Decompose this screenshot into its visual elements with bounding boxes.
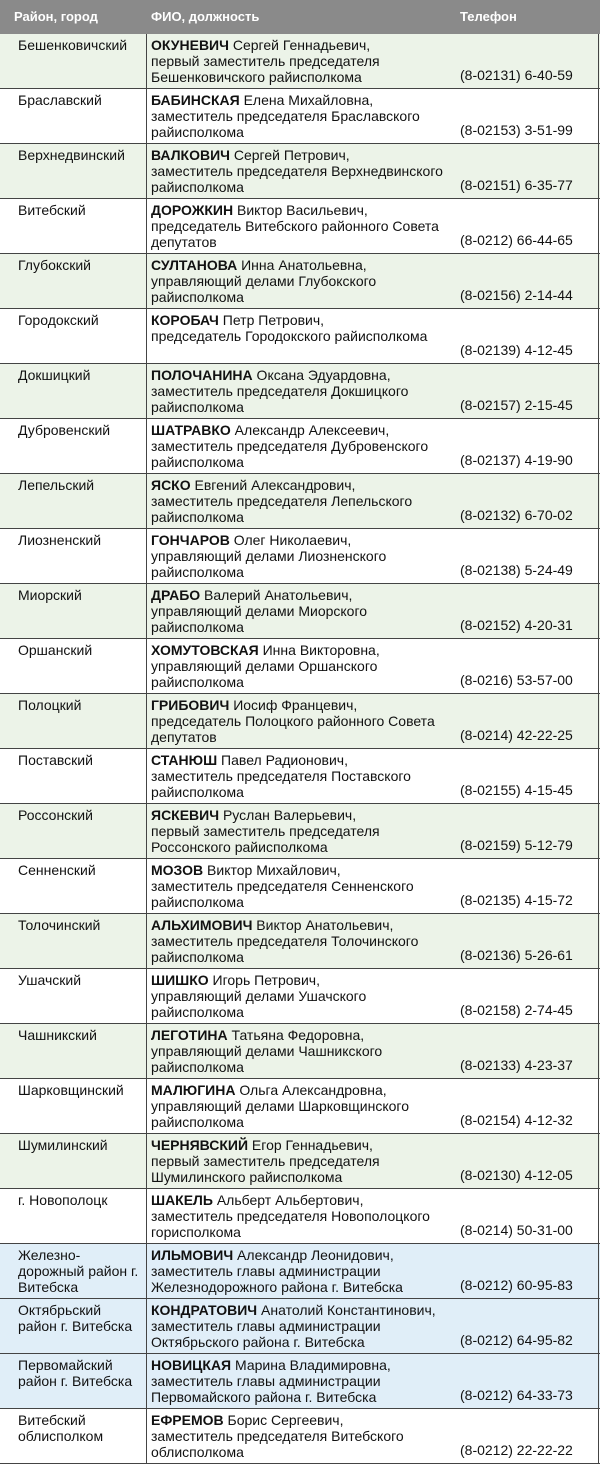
person-position: первый заместитель председателя Шумилинского райисполкома [151,1153,380,1185]
table-row [0,1079,600,1134]
phone-cell: (8-02151) 6-35-77 [460,177,573,193]
person-given-name: Марина Владимировна, [231,1357,391,1373]
person-given-name: Игорь Петрович, [208,972,320,988]
phone-cell: (8-02159) 5-12-79 [460,837,573,853]
person-position: заместитель председателя Дубровенского райисполкома [151,438,429,470]
table-row [0,254,600,309]
district-cell: Браславский [18,92,102,108]
district-cell: Полоцкий [18,697,82,713]
table-row [0,1244,600,1299]
person-position: управляющий делами Чашникского райисполкома [151,1043,383,1075]
table-row [0,144,600,199]
person-cell [151,807,456,855]
phone-cell: (8-0212) 66-44-65 [460,232,573,248]
district-cell: Городокский [18,312,99,328]
phone-cell: (8-0212) 64-95-82 [460,1332,573,1348]
district-cell: Докшицкий [18,367,91,383]
person-given-name: Валерий Анатольевич, [200,587,353,603]
person-position: заместитель главы администрации Октябрьского района г. Витебска [151,1318,381,1350]
table-row [0,89,600,144]
person-position: управляющий делами Миорского райисполкома [151,603,368,635]
phone-cell: (8-02139) 4-12-45 [460,342,573,358]
person-given-name: Петр Петрович, [218,312,325,328]
person-cell [151,917,456,965]
person-surname: ГОНЧАРОВ [151,532,230,548]
person-position: управляющий делами Ушачского райисполкома [151,988,367,1020]
district-cell: Россонский [18,807,93,823]
person-given-name: Виктор Михайлович, [203,862,341,878]
header-person: ФИО, должность [151,9,260,24]
person-surname: СТАНЮШ [151,752,218,768]
column-divider [146,34,147,1464]
person-cell [151,422,456,470]
table-row [0,639,600,694]
person-cell [151,972,456,1020]
person-surname: ЛЕГОТИНА [151,1027,228,1043]
person-position: управляющий делами Лиозненского райисполкома [151,548,387,580]
person-position: управляющий делами Шарковщинского райисполкома [151,1098,409,1130]
person-position: заместитель председателя Верхнедвинского райисполкома [151,163,443,195]
person-surname: НОВИЦКАЯ [151,1357,232,1373]
district-cell: г. Новополоцк [18,1192,108,1208]
person-surname: ШАКЕЛЬ [151,1192,213,1208]
person-surname: ДОРОЖКИН [151,202,234,218]
phone-cell: (8-02152) 4-20-31 [460,617,573,633]
phone-cell: (8-02131) 6-40-59 [460,67,573,83]
person-surname: ШАТРАВКО [151,422,231,438]
phone-cell: (8-02137) 4-19-90 [460,452,573,468]
person-given-name: Иосиф Францевич, [229,697,358,713]
phone-cell: (8-02130) 4-12-05 [460,1167,573,1183]
person-surname: ИЛЬМОВИЧ [151,1247,234,1263]
phone-cell: (8-0214) 50-31-00 [460,1222,573,1238]
phone-cell: (8-02138) 5-24-49 [460,562,573,578]
person-surname: ОКУНЕВИЧ [151,37,229,53]
person-cell [151,862,456,910]
table-row [0,309,600,364]
person-given-name: Альберт Альбертович, [212,1192,364,1208]
person-given-name: Виктор Васильевич, [233,202,368,218]
person-cell [151,1357,456,1405]
table-row [0,969,600,1024]
person-surname: ПОЛОЧАНИНА [151,367,253,383]
person-position: председатель Городокского райисполкома [151,328,428,344]
district-cell: Первомайский район г. Витебска [18,1357,133,1389]
phone-cell: (8-02154) 4-12-32 [460,1112,573,1128]
person-cell [151,1302,456,1350]
district-cell: Железно-дорожный район г. Витебска [18,1247,139,1295]
person-position: заместитель главы администрации Железнодорожного района г. Витебска [151,1263,403,1295]
person-cell [151,752,456,800]
person-position: первый заместитель председателя Россонского райисполкома [151,823,380,855]
person-cell [151,202,456,250]
person-position: заместитель председателя Докшицкого райисполкома [151,383,409,415]
phone-cell: (8-02157) 2-15-45 [460,397,573,413]
district-cell: Витебский [18,202,86,218]
person-surname: ВАЛКОВИЧ [151,147,230,163]
person-cell [151,1412,456,1460]
district-cell: Чашникский [18,1027,97,1043]
person-surname: КОРОБАЧ [151,312,219,328]
person-surname: ХОМУТОВСКАЯ [151,642,259,658]
district-cell: Бешенковичский [18,37,128,53]
phone-cell: (8-0216) 53-57-00 [460,672,573,688]
person-surname: МАЛЮГИНА [151,1082,236,1098]
person-cell [151,1137,456,1185]
person-cell [151,1247,456,1295]
person-surname: ДРАБО [151,587,201,603]
person-surname: ГРИБОВИЧ [151,697,230,713]
phone-cell: (8-02156) 2-14-44 [460,287,573,303]
person-given-name: Сергей Геннадьевич, [228,37,371,53]
table-row [0,34,600,89]
person-cell [151,367,456,415]
header-phone: Телефон [460,9,517,24]
table-row [0,804,600,859]
person-given-name: Ольга Александровна, [235,1082,387,1098]
district-cell: Дубровенский [18,422,111,438]
phone-cell: (8-0214) 42-22-25 [460,727,573,743]
table-header [0,0,600,34]
table-row [0,1299,600,1354]
phone-cell: (8-02158) 2-74-45 [460,1002,573,1018]
person-given-name: Егор Геннадьевич, [248,1137,373,1153]
person-given-name: Сергей Петрович, [229,147,350,163]
phone-cell: (8-02132) 6-70-02 [460,507,573,523]
phone-cell: (8-0212) 22-22-22 [460,1442,573,1458]
district-cell: Лиозненский [18,532,102,548]
person-surname: ШИШКО [151,972,209,988]
person-given-name: Оксана Эдуардовна, [252,367,391,383]
district-cell: Лепельский [18,477,95,493]
person-cell [151,1192,456,1240]
table-row [0,474,600,529]
person-given-name: Татьяна Федоровна, [227,1027,365,1043]
phone-cell: (8-02153) 3-51-99 [460,122,573,138]
person-cell [151,477,456,525]
district-cell: Миорский [18,587,82,603]
table-row [0,694,600,749]
person-surname: ЧЕРНЯВСКИЙ [151,1137,249,1153]
table-row [0,584,600,639]
person-position: заместитель председателя Витебского облисполкома [151,1428,404,1460]
person-position: заместитель председателя Поставского райисполкома [151,768,411,800]
table-row [0,1189,600,1244]
table-row [0,529,600,584]
person-cell [151,697,456,745]
person-cell [151,147,456,195]
table-row [0,749,600,804]
table-row [0,1024,600,1079]
person-given-name: Руслан Валерьевич, [219,807,357,823]
phone-cell: (8-02155) 4-15-45 [460,782,573,798]
person-position: заместитель председателя Толочинского райисполкома [151,933,419,965]
district-cell: Толочинский [18,917,101,933]
person-cell [151,1027,456,1075]
person-given-name: Александр Алексеевич, [230,422,390,438]
person-given-name: Олег Николаевич, [229,532,352,548]
person-surname: БАБИНСКАЯ [151,92,240,108]
person-cell [151,37,456,85]
district-cell: Витебский облисполком [18,1412,104,1444]
person-cell [151,92,456,140]
district-cell: Глубокский [18,257,91,273]
person-cell [151,587,456,635]
person-given-name: Евгений Александрович, [190,477,356,493]
person-given-name: Александр Леонидович, [233,1247,394,1263]
person-position: заместитель председателя Лепельского райисполкома [151,493,413,525]
table-row [0,419,600,474]
person-cell [151,1082,456,1130]
district-cell: Поставский [18,752,93,768]
person-position: председатель Витебского районного Совета депутатов [151,218,439,250]
person-cell [151,312,456,344]
person-cell [151,532,456,580]
district-cell: Октябрьский район г. Витебска [18,1302,133,1334]
person-position: председатель Полоцкого районного Совета депутатов [151,713,435,745]
person-given-name: Борис Сергеевич, [223,1412,344,1428]
person-given-name: Инна Анатольевна, [237,257,367,273]
phone-cell: (8-02135) 4-15-72 [460,892,573,908]
district-cell: Ушачский [18,972,82,988]
phone-cell: (8-0212) 60-95-83 [460,1277,573,1293]
person-surname: АЛЬХИМОВИЧ [151,917,253,933]
phone-cell: (8-0212) 64-33-73 [460,1387,573,1403]
person-position: управляющий делами Глубокского райисполкома [151,273,377,305]
district-cell: Сенненский [18,862,96,878]
person-position: управляющий делами Оршанского райисполкома [151,658,378,690]
person-surname: ЕФРЕМОВ [151,1412,224,1428]
person-given-name: Виктор Анатольевич, [252,917,394,933]
table-row [0,199,600,254]
person-given-name: Павел Радионович, [217,752,348,768]
person-surname: ЯСКО [151,477,191,493]
district-cell: Верхнедвинский [18,147,125,163]
person-position: заместитель главы администрации Первомайского района г. Витебска [151,1373,381,1405]
person-position: заместитель председателя Сенненского райисполкома [151,878,414,910]
table-body [0,34,600,1464]
person-given-name: Инна Викторовна, [258,642,380,658]
table-row [0,914,600,969]
person-given-name: Елена Михайловна, [239,92,374,108]
person-surname: КОНДРАТОВИЧ [151,1302,258,1318]
person-surname: ЯСКЕВИЧ [151,807,220,823]
table-row [0,364,600,419]
person-position: заместитель председателя Браславского райисполкома [151,108,420,140]
person-given-name: Анатолий Константинович, [257,1302,436,1318]
phone-cell: (8-02133) 4-23-37 [460,1057,573,1073]
district-cell: Оршанский [18,642,93,658]
table-row [0,1409,600,1464]
district-cell: Шумилинский [18,1137,108,1153]
person-surname: МОЗОВ [151,862,204,878]
district-cell: Шарковщинский [18,1082,124,1098]
phone-cell: (8-02136) 5-26-61 [460,947,573,963]
person-cell [151,257,456,305]
person-cell [151,642,456,690]
table-row [0,859,600,914]
table-row [0,1354,600,1409]
right-border [598,34,599,1464]
person-position: первый заместитель председателя Бешенковичского райисполкома [151,53,380,85]
person-position: заместитель председателя Новополоцкого горисполкома [151,1208,430,1240]
header-district: Район, город [14,9,98,24]
person-surname: СУЛТАНОВА [151,257,238,273]
table-row [0,1134,600,1189]
